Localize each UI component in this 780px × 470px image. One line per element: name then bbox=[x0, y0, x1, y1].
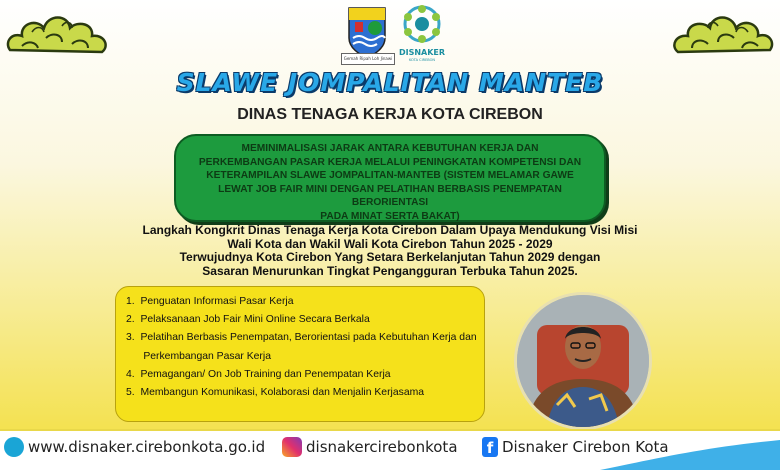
facebook-text: Disnaker Cirebon Kota bbox=[502, 438, 669, 456]
subtitle: DINAS TENAGA KERJA KOTA CIREBON bbox=[237, 106, 543, 123]
vision-line: Langkah Kongkrit Dinas Tenaga Kerja Kota Cirebon Dalam Upaya Mendukung Visi Misi bbox=[142, 223, 638, 237]
main-title: SLAWE JOMPALITAN MANTEB bbox=[176, 68, 604, 97]
official-portrait bbox=[514, 292, 652, 430]
program-description-box bbox=[174, 134, 606, 222]
list-item: 5. Membangun Komunikasi, Kolaborasi dan Menjalin Kerjasama bbox=[126, 387, 425, 399]
list-item: 4. Pemagangan/ On Job Training dan Penempatan Kerja bbox=[126, 368, 391, 380]
disnaker-word: DISNAKER bbox=[398, 48, 446, 57]
cloud-ornament-left-icon bbox=[2, 2, 114, 62]
footer-facebook[interactable] bbox=[482, 436, 669, 458]
program-description-text bbox=[188, 142, 592, 223]
instagram-icon bbox=[282, 437, 302, 457]
description-line: PERKEMBANGAN PASAR KERJA MELALUI PENINGKATAN KOMPETENSI DAN bbox=[198, 156, 582, 168]
vision-statement bbox=[100, 224, 680, 278]
disnaker-sub: KOTA CIREBON bbox=[408, 58, 436, 62]
disnaker-logo bbox=[397, 4, 447, 66]
description-line: LEWAT JOB FAIR MINI DENGAN PELATIHAN BERBASIS PENEMPATAN BERORIENTASI bbox=[218, 183, 562, 208]
footer-instagram[interactable] bbox=[282, 436, 458, 458]
facebook-icon: f bbox=[482, 437, 498, 457]
vision-line: Terwujudnya Kota Cirebon Yang Setara Berkelanjutan Tahun 2029 dengan bbox=[179, 250, 601, 264]
globe-icon bbox=[4, 437, 24, 457]
seal-banner: Gemah Ripah Loh Jinawi bbox=[341, 53, 395, 65]
header-logos bbox=[345, 4, 445, 64]
vision-line: Sasaran Menurunkan Tingkat Pengangguran Terbuka Tahun 2025. bbox=[202, 263, 578, 278]
list-item: Perkembangan Pasar Kerja bbox=[126, 350, 271, 362]
vision-line: Wali Kota dan Wakil Wali Kota Cirebon Tahun 2025 - 2029 bbox=[227, 236, 553, 251]
strategy-list bbox=[126, 293, 476, 402]
description-line: KETERAMPILAN SLAWE JOMPALITAN-MANTEB (SISTEM MELAMAR GAWE bbox=[206, 170, 574, 181]
portrait-illustration bbox=[517, 295, 649, 427]
strategy-list-box bbox=[115, 286, 485, 422]
list-item: 3. Pelatihan Berbasis Penempatan, Berorientasi pada Kebutuhan Kerja dan bbox=[126, 332, 477, 344]
description-line: PADA MINAT SERTA BAKAT) bbox=[320, 210, 460, 222]
description-line: MEMINIMALISASI JARAK ANTARA KEBUTUHAN KERJA DAN bbox=[241, 143, 539, 154]
list-item: 1. Penguatan Informasi Pasar Kerja bbox=[126, 296, 294, 307]
footer-website[interactable] bbox=[4, 436, 265, 458]
list-item: 2. Pelaksanaan Job Fair Mini Online Secara Berkala bbox=[126, 314, 370, 326]
disnaker-logo-icon bbox=[397, 4, 447, 48]
instagram-text: disnakercirebonkota bbox=[306, 438, 458, 456]
cloud-ornament-right-icon bbox=[666, 2, 778, 62]
website-text: www.disnaker.cirebonkota.go.id bbox=[28, 438, 266, 456]
